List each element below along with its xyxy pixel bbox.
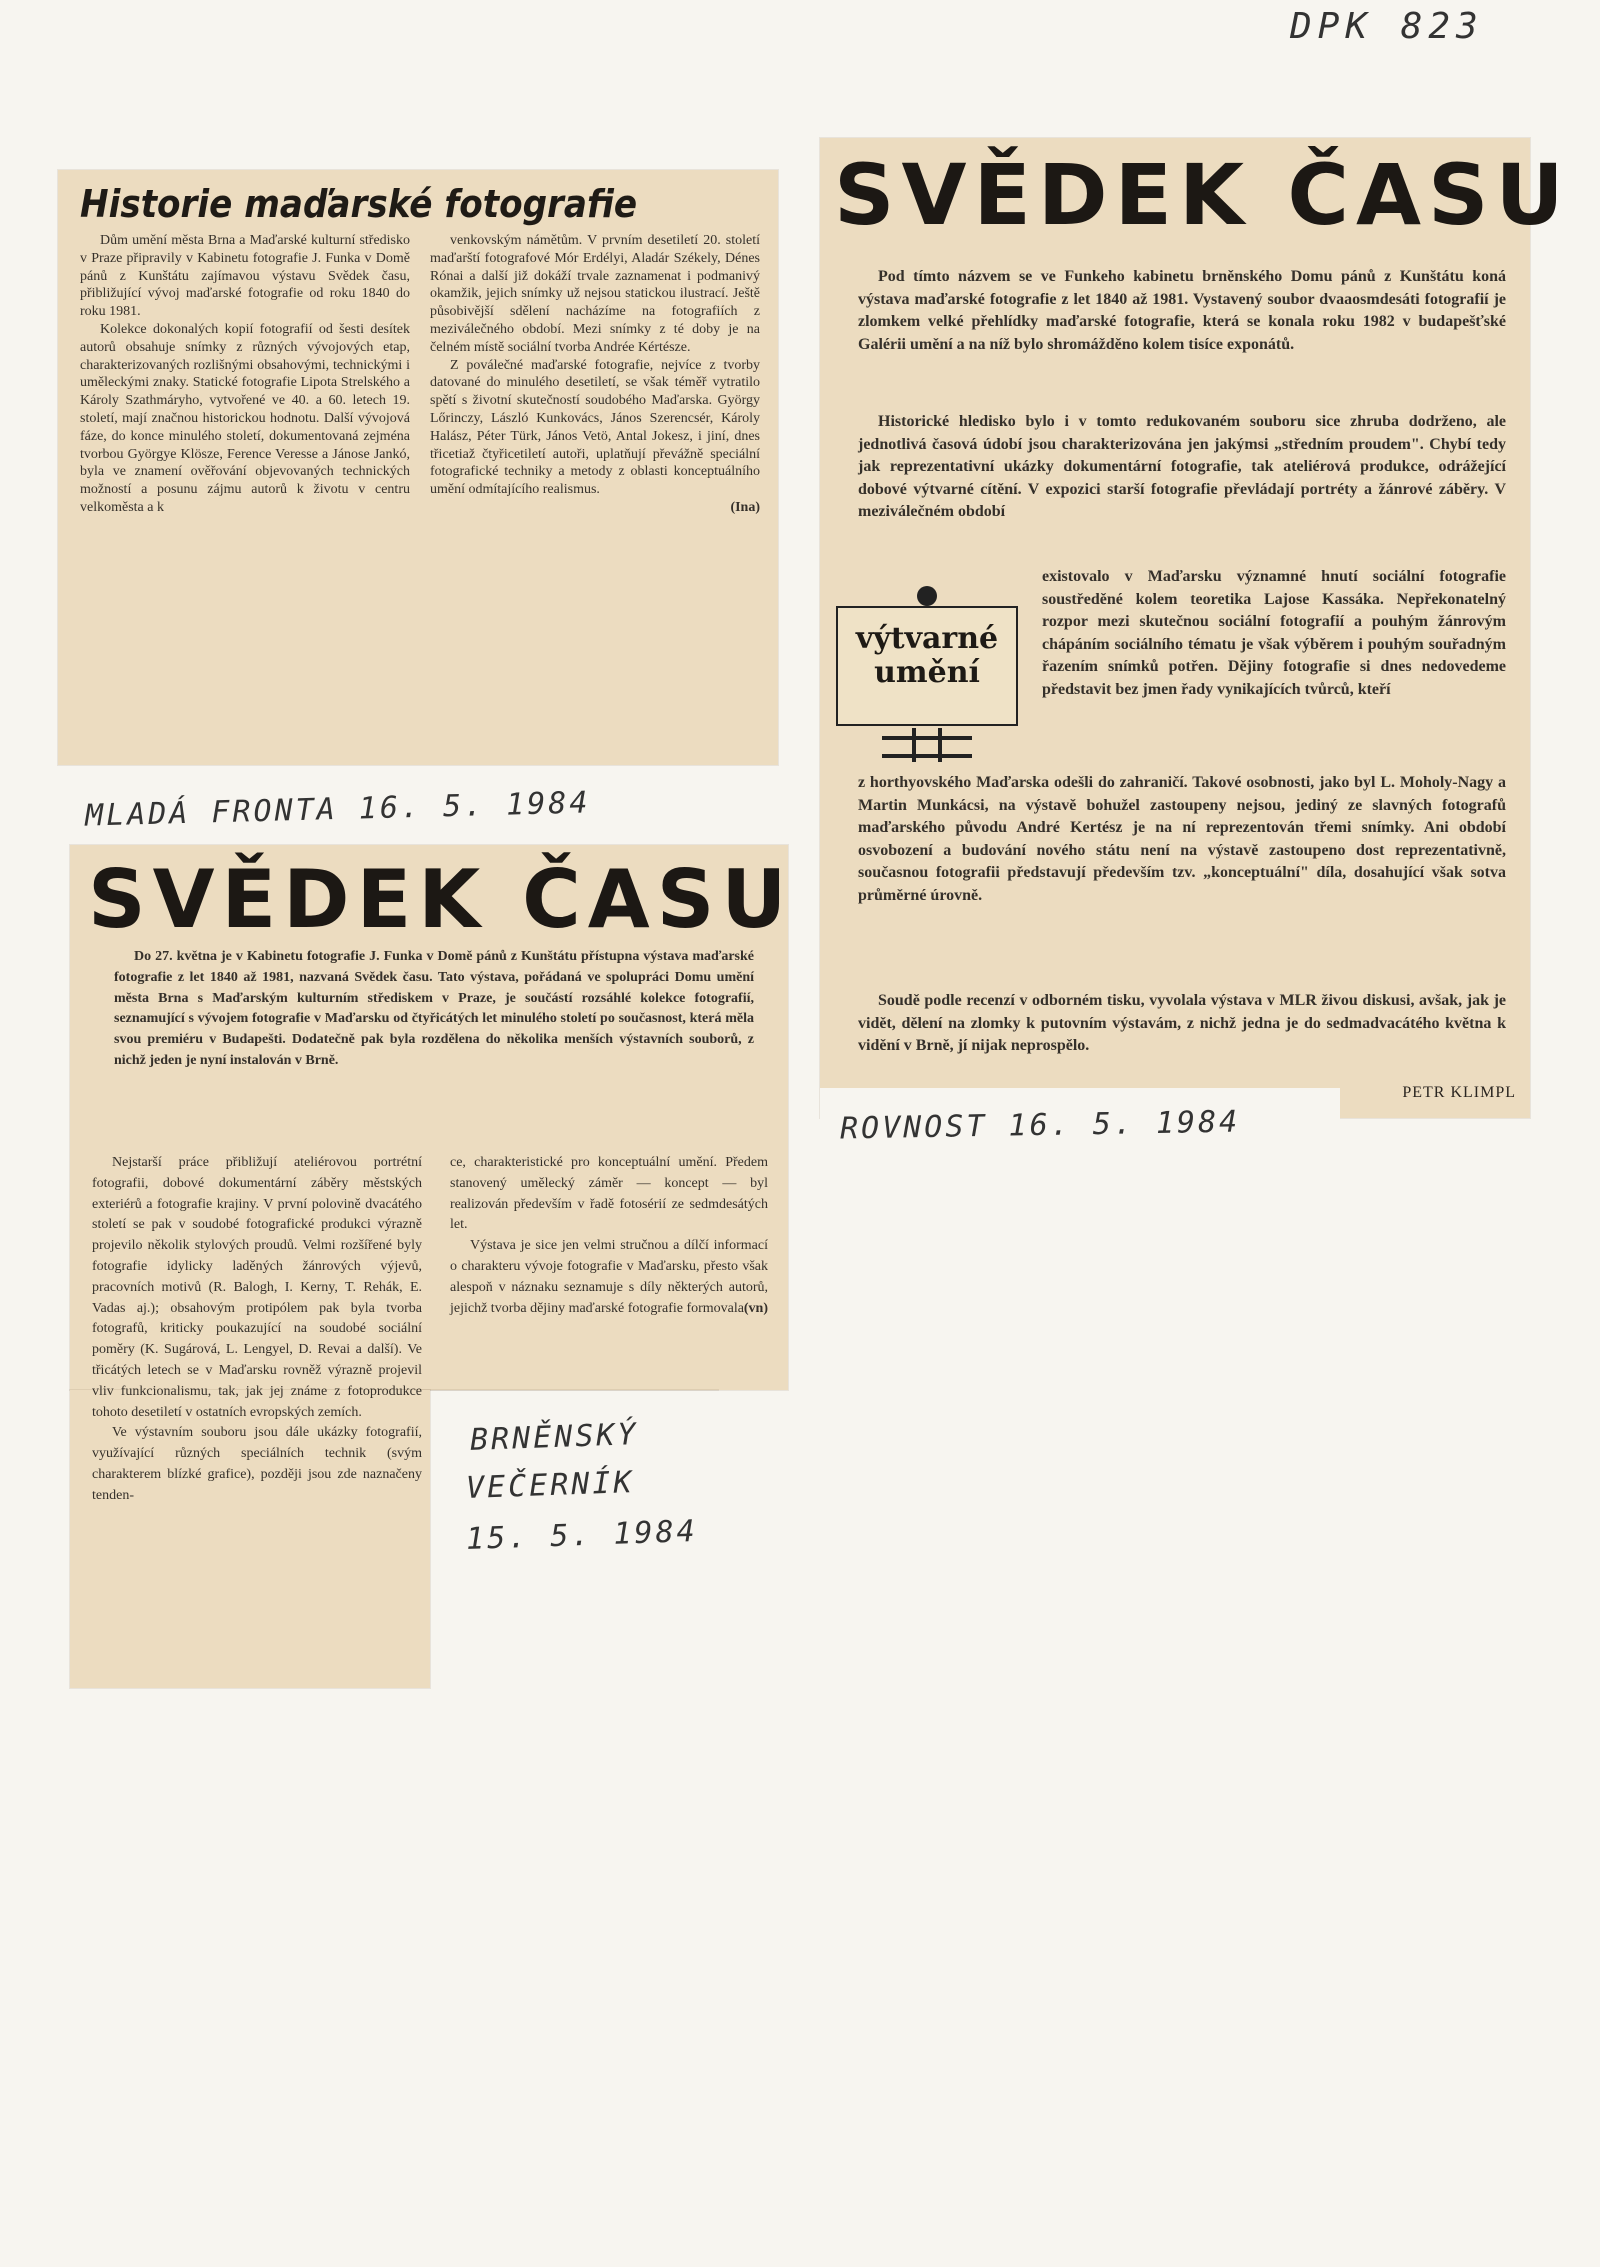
paragraph-2-bottom [858,772,1506,908]
paragraph-3 [858,990,1506,1058]
paragraph: existovalo v Maďarsku významné hnutí sociální fotografie soustředěné kolem teoretika Lajose Kassáka. Nepřekonatelný rozpor mezi skutečnou sociální fotografií a pouhým žánrovým chápáním sociálního tématu je však výběrem i pouhým souřadným řazením snímků potřen. Dějiny fotografie si dnes nedovedeme představit bez jmen řady vynikajících tvůrců, kteří [1042,568,1506,698]
lead-paragraph [858,266,1506,356]
rubric-easel-icon [882,728,972,762]
author-byline: PETR KLIMPL [1402,1084,1516,1101]
article-column-2 [450,1153,768,1320]
handwritten-source-vecernik-1: BRNĚNSKÝ [469,1417,640,1458]
paragraph: Historické hledisko bylo i v tomto redukovaném souboru sice zhruba dodrženo, ale jednotlivá časová údobí jsou charakterizována jen jakýmsi „středním proudem". Chybí tedy jak reprezentativní ukázky dokumentární fotografie, tak ateliérová produkce, odrážející dobové výtvarné cítění. V expozici starší fotografie převládají portréty a žánrové záběry. V meziválečném období [858,413,1506,521]
paragraph-2-top [858,411,1506,524]
article-column-2 [430,232,760,517]
clipping-rovnost [820,138,1571,1118]
signature: (vn) [743,1301,768,1317]
handwritten-source-vecernik-3: 15. 5. 1984 [465,1513,699,1558]
handwritten-source-vecernik-2: VEČERNÍK [465,1465,636,1506]
paragraph: Pod tímto názvem se ve Funkeho kabinetu brněnského Domu pánů z Kunštátu koná výstava maďarské fotografie z let 1840 až 1981. Vystavený soubor dvaaosmdesáti fotografií je zlomkem velké přehlídky maďarské fotografie, která se konala roku 1982 v budapešťské Galérii umění a na níž bylo shromážděno kolem tisíce exponátů. [858,268,1506,353]
clipping-mlada-fronta [58,170,778,765]
signature: (Ina) [730,499,760,515]
headline: Historie maďarské fotografie [80,182,638,226]
handwritten-source-rovnost: ROVNOST 16. 5. 1984 [839,1104,1241,1147]
paragraph: Do 27. května je v Kabinetu fotografie J. Funka v Domě pánů z Kunštátu přístupna výstava maďarské fotografie z let 1840 až 1981, nazvaná Svědek času. Tato výstava, pořádaná ve spolupráci Domu umění města Brna s Maďarským kulturním střediskem v Praze, je součástí rozsáhlé kolekce fotografií, seznamující s vývojem fotografie v Maďarsku od čtyřicátých let minulého století po současnost, která měla svou premiéru v Budapešti. Dodatečně pak byla rozdělena do několika menších výstavních souborů, z nichž jeden je nyní instalován v Brně. [114,949,754,1068]
vecernik-article-column-1 [92,1153,422,1507]
headline: SVĚDEK ČASU [834,146,1571,244]
paragraph: venkovským námětům. V prvním desetiletí 20. století maďarští fotografové Mór Erdélyi, Aladár Székely, Dénes Rónai a další již dokáží trvale zaznamenat i podmanivý okamžik, jejich snímky už nejsou statickou ilustrací. Ještě působivější sdělení nacházíme na fotografiích z meziválečného období. Mezi snímky z té doby je na čelném místě sociální tvorba Andrée Kértésze. [430,233,760,355]
paragraph: Ve výstavním souboru jsou dále ukázky fotografií, využívající různých speciálních technik (svým charakterem blízké grafice), později jsou zde naznačeny tenden- [92,1425,422,1503]
rubric-line-1: výtvarné [855,621,999,656]
headline: SVĚDEK ČASU [88,853,794,946]
paragraph: Nejstarší práce přibližují ateliérovou portrétní fotografii, dobové dokumentární záběry městských exteriérů a fotografie krajiny. V první polovině dvacátého století se pak v soudobé fotografické produkci výrazně projevilo několik stylových proudů. Velmi rozšířené byly fotografie idylicky laděných žánrových výjevů, pracovních motivů (R. Balogh, I. Kerny, T. Rehák, E. Vadas aj.); obsahovým protipólem pak byla tvorba fotografů, kriticky poukazující na soudobé sociální poměry (K. Sugárová, L. Lengyel, D. Revai a další). Ve třicátých letech se v Maďarsku rovněž výrazně projevil vliv funkcionalismu, tak, jak jej známe z fotoprodukce tohoto desetiletí v ostatních evropských zemích. [92,1155,422,1420]
archive-mark: DPK 823 [1290,6,1484,47]
article-column-1 [80,232,410,517]
rubric-dot [917,586,937,606]
rubric-line-2: umění [874,655,980,690]
rubric-vytvarne-umeni [836,606,1018,726]
paragraph: ce, charakteristické pro konceptuální umění. Předem stanovený umělecký záměr — koncept — byl realizován především v řadě fotosérií ze sedmdesátých let. [450,1155,768,1233]
paragraph: Kolekce dokonalých kopií fotografií od šesti desítek autorů obsahuje snímky z různých vývojových etap, charakterizovaných rozlišnými obsahovými, technickými i uměleckými znaky. Statické fotografie Lipota Strelského a Károly Szathmáryho, vytvořené ve 40. a 60. letech 19. století, mají značnou historickou hodnotu. Další vývojová fáze, do konce minulého století, dokumentovaná zejména tvorbou Györgye Klösze, Ference Veresse a Jánose Jankó, byla ve znamení ověřování objevovaných technických možností a posunu zájmu autorů k životu v centru velkoměsta a k [80,321,410,515]
handwritten-source-mlada-fronta: MLADÁ FRONTA 16. 5. 1984 [84,785,591,834]
paragraph: z horthyovského Maďarska odešli do zahraničí. Takové osobnosti, jako byl L. Moholy-Nagy a Martin Munkácsi, na výstavě bohužel zastoupeny nejsou, jediný ze slavných fotografů maďarského původu André Kertész je na ní reprezentován třemi snímky. Ani období osvobození a budování nového státu není na výstavě zastoupeno dost reprezentativně, současnou fotografii představují především tzv. „konceptuální" díla, dosahující však sotva průměrné úrovně. [858,774,1506,904]
paragraph: Dům umění města Brna a Maďarské kulturní středisko v Praze připravily v Kabinetu fotografie J. Funka v Domě pánů z Kunštátu zajímavou výstavu Svědek času, přibližující vývoj maďarské fotografie od roku 1840 do roku 1981. [80,233,410,320]
paragraph: Výstava je sice jen velmi stručnou a dílčí informací o charakteru vývoje fotografie v Maďarsku, přesto však alespoň v náznaku seznamuje s díly některých autorů, jejichž tvorba dějiny maďarské fotografie formovala. [450,1238,768,1316]
paragraph-2-side [1042,566,1506,702]
lead-paragraph [114,947,754,1072]
paragraph: Soudě podle recenzí v odborném tisku, vyvolala výstava v MLR živou diskusi, avšak, jak je vidět, dělení na zlomky k putovním výstavám, z nichž jedna je do sedmadvacátého května k vidění v Brně, jí nijak neprospělo. [858,992,1506,1055]
paragraph: Z poválečné maďarské fotografie, nejvíce z tvorby datované do minulého desetiletí, se však téměř vytratilo spětí s životní skutečností soudobého Maďarska. György Lőrinczy, László Kunkovács, János Szerencsér, Károly Halász, Péter Türk, János Vetö, Antal Jokesz, i jiní, dnes třicetiaž čtyřicetiletí autoři, uplatňují převážně speciální fotografické techniky a metody z oblasti konceptuálního umění odmítajícího realismus. [430,357,760,498]
